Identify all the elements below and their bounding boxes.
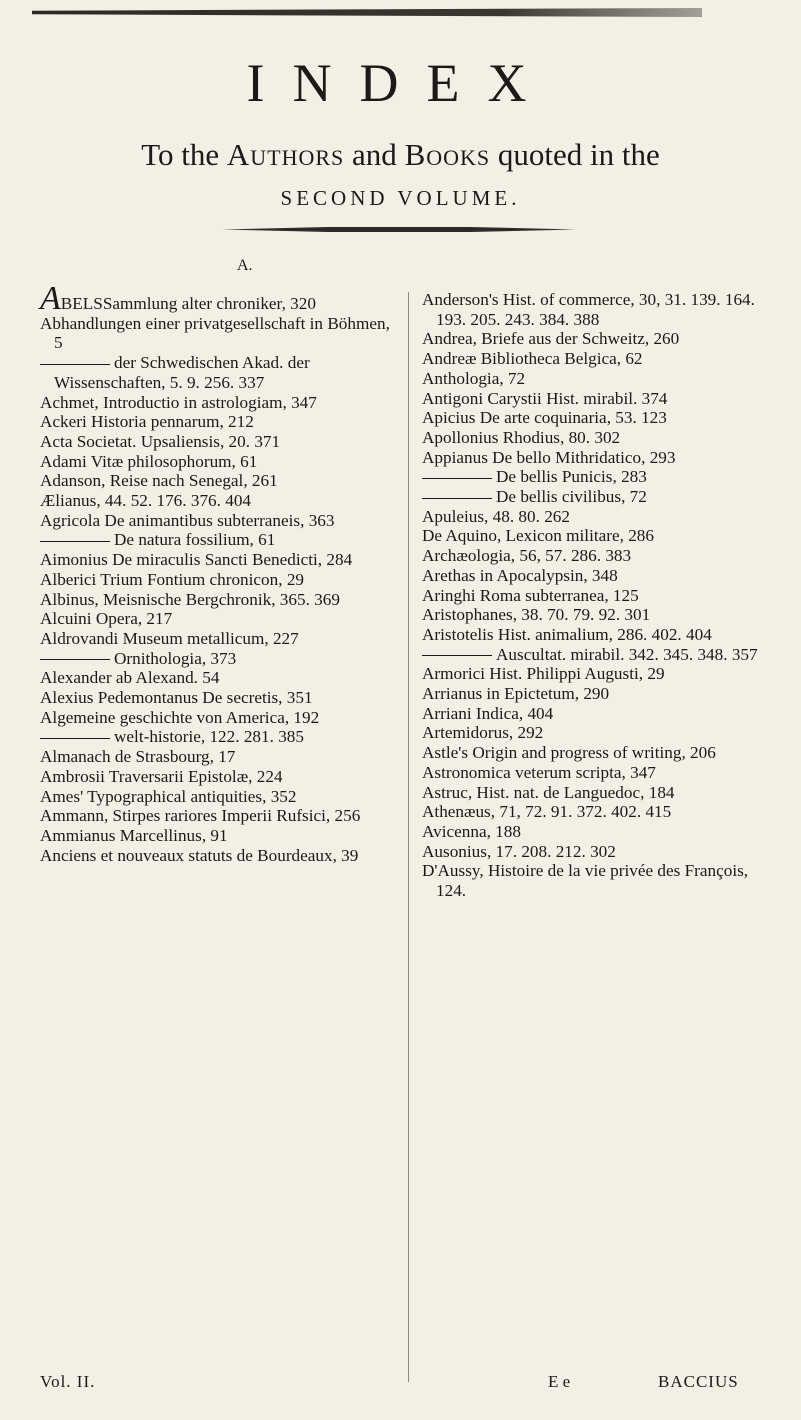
index-entry [422,586,777,606]
volume-footer: Vol. II. [40,1372,96,1391]
index-entry [422,822,777,842]
entry-text: Algemeine geschichte von America, 192 [40,707,320,727]
entry-text: Anciens et nouveaux statuts de Bourdeaux, 39 [40,845,359,865]
index-entry [422,743,777,763]
index-entry [422,349,777,369]
entry-text: Sammlung alter chroniker, 320 [102,294,316,313]
entry-text: D'Aussy, Histoire de la vie privée des François, 124. [422,861,749,901]
entry-text: Acta Societat. Upsaliensis, 20. 371 [40,431,281,451]
entry-text: Albinus, Meisnische Bergchronik, 365. 369 [40,589,340,609]
entry-text: Ornithologia, 373 [114,648,237,668]
index-entry [422,487,777,507]
index-entry [40,570,395,590]
index-entry [422,290,777,329]
index-entry [422,802,777,822]
index-entry [422,408,777,428]
entry-text: Athenæus, 71, 72. 91. 372. 402. 415 [422,802,672,822]
index-entry [422,566,777,586]
index-entry [40,688,395,708]
index-entry [422,428,777,448]
index-entry [422,546,777,566]
index-entry [422,389,777,409]
entry-text: Artemidorus, 292 [422,723,544,743]
index-entry [40,511,395,531]
entry-text: der Schwedischen Akad. der Wissenschaften, 5. 9. 256. 337 [54,353,310,392]
index-entry [422,861,777,900]
ditto-dash [422,498,492,499]
entry-text: Achmet, Introductio in astrologiam, 347 [40,392,317,412]
entry-text: Apuleius, 48. 80. 262 [422,506,570,526]
entry-text: Avicenna, 188 [422,821,521,841]
index-entry [40,471,395,491]
right-index-column [422,290,777,901]
ditto-dash [40,738,110,739]
index-entry [422,783,777,803]
entry-text: Ambrosii Traversarii Epistolæ, 224 [40,766,283,786]
volume-heading: SECOND VOLUME. [280,186,521,210]
index-entry [40,393,395,413]
index-entry [422,704,777,724]
entry-text: welt-historie, 122. 281. 385 [114,727,304,747]
entry-text: Aristophanes, 38. 70. 79. 92. 301 [422,605,651,625]
index-entry [40,353,395,392]
index-entry [40,787,395,807]
entry-text: Ames' Typographical antiquities, 352 [40,786,297,806]
signature-mark: E e [548,1372,571,1391]
entry-text: Armorici Hist. Philippi Augusti, 29 [422,664,665,684]
index-entry [422,763,777,783]
catchword: BACCIUS [658,1372,739,1391]
entry-text: Almanach de Strasbourg, 17 [40,747,236,767]
entry-text: Agricola De animantibus subterraneis, 363 [40,510,335,530]
page-title: INDEX [246,53,555,113]
index-entry [40,590,395,610]
index-entry [422,526,777,546]
entry-text: Arrianus in Epictetum, 290 [422,684,610,704]
index-entry [40,846,395,866]
index-entry [422,723,777,743]
index-entry [40,432,395,452]
index-entry [422,507,777,527]
entry-text: Andrea, Briefe aus der Schweitz, 260 [422,329,680,349]
index-entry [40,649,395,669]
entry-text: Alberici Trium Fontium chronicon, 29 [40,569,305,589]
index-entry [40,280,395,317]
index-entry [40,491,395,511]
entry-text: Astronomica veterum scripta, 347 [422,762,656,782]
entry-text: Alexius Pedemontanus De secretis, 351 [40,688,313,708]
entry-text: Arethas in Apocalypsin, 348 [422,565,618,585]
top-rule [32,8,702,17]
entry-text: De natura fossilium, 61 [114,530,276,550]
entry-text: Adami Vitæ philosophorum, 61 [40,451,258,471]
ditto-dash [40,364,110,365]
subtitle [0,137,801,173]
index-entry [422,369,777,389]
entry-text: Aldrovandi Museum metallicum, 227 [40,628,299,648]
entry-text: Astruc, Hist. nat. de Languedoc, 184 [422,782,675,802]
index-entry [40,550,395,570]
ditto-dash [40,541,110,542]
entry-text: Ackeri Historia pennarum, 212 [40,412,254,432]
index-entry [40,708,395,728]
subtitle-mid: and [344,137,405,172]
index-entry [422,329,777,349]
subtitle-authors: Authors [226,137,345,172]
entry-text: Antigoni Carystii Hist. mirabil. 374 [422,388,668,408]
column-divider [408,292,409,1382]
entry-text: Aimonius De miraculis Sancti Benedicti, 284 [40,550,353,570]
index-entry [422,467,777,487]
ditto-dash [422,478,492,479]
index-entry [40,609,395,629]
index-entry [40,727,395,747]
entry-text: Adanson, Reise nach Senegal, 261 [40,471,278,491]
entry-text: Aringhi Roma subterranea, 125 [422,585,639,605]
entry-text: De bellis civilibus, 72 [496,487,647,507]
drop-cap: A [40,280,61,317]
entry-text: Aristotelis Hist. animalium, 286. 402. 404 [422,624,712,644]
entry-text: Ammann, Stirpes rariores Imperii Rufsici, 256 [40,806,361,826]
entry-text: Arriani Indica, 404 [422,703,554,723]
ditto-dash [422,655,492,656]
subtitle-books: Books [404,137,491,172]
entry-text: Apicius De arte coquinaria, 53. 123 [422,408,667,428]
entry-text: Apollonius Rhodius, 80. 302 [422,427,621,447]
left-index-column [40,280,395,865]
entry-text: Abhandlungen einer privatgesellschaft in Böhmen, 5 [40,313,390,353]
entry-text: Archæologia, 56, 57. 286. 383 [422,546,632,566]
entry-text: Anderson's Hist. of commerce, 30, 31. 139. 164. 193. 205. 243. 384. 388 [422,290,755,329]
index-entry [422,448,777,468]
index-entry [40,412,395,432]
index-entry [422,664,777,684]
subtitle-post: quoted in the [490,137,660,172]
entry-text: Ælianus, 44. 52. 176. 376. 404 [40,491,252,511]
entry-text: Alexander ab Alexand. 54 [40,668,220,688]
subtitle-pre: To the [141,137,227,172]
entry-text: De bellis Punicis, 283 [496,467,647,487]
index-entry [422,645,777,665]
entry-text: Ausonius, 17. 208. 212. 302 [422,841,616,861]
index-entry [40,767,395,787]
ditto-dash [40,659,110,660]
index-entry [422,842,777,862]
index-entry [40,806,395,826]
entry-lead: BELS [60,294,103,313]
index-entry [40,668,395,688]
entry-text: De Aquino, Lexicon militare, 286 [422,526,654,546]
index-entry [40,629,395,649]
entry-text: Auscultat. mirabil. 342. 345. 348. 357 [496,644,758,664]
index-entry [40,314,395,353]
ornamental-rule [222,227,576,232]
entry-text: Anthologia, 72 [422,368,526,388]
entry-text: Alcuini Opera, 217 [40,609,173,629]
index-entry [422,625,777,645]
index-entry [422,684,777,704]
section-letter: A. [237,257,253,274]
entry-text: Astle's Origin and progress of writing, 206 [422,743,716,763]
index-entry [40,530,395,550]
index-entry [40,747,395,767]
entry-text: Andreæ Bibliotheca Belgica, 62 [422,349,643,369]
index-entry [422,605,777,625]
index-entry [40,826,395,846]
index-entry [40,452,395,472]
entry-text: Ammianus Marcellinus, 91 [40,825,228,845]
entry-text: Appianus De bello Mithridatico, 293 [422,447,676,467]
